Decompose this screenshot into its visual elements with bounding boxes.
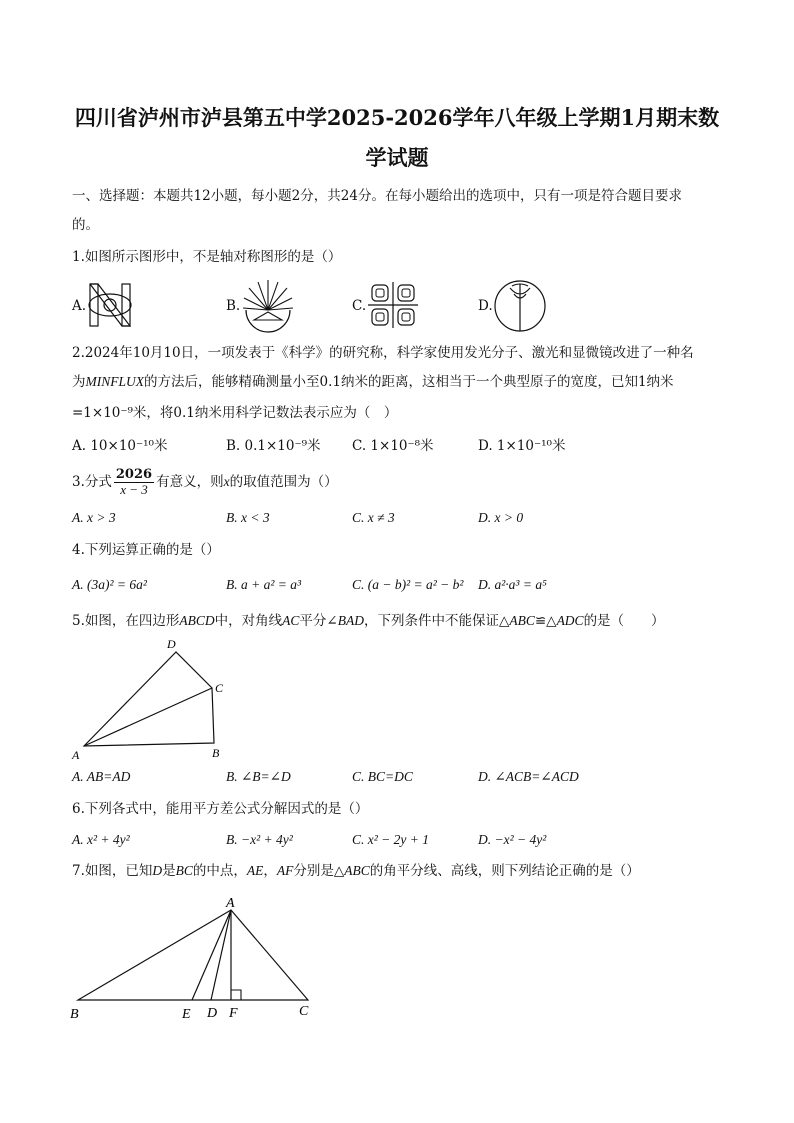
q2-stem-line2 (72, 372, 674, 392)
q2-option-d: D. 1×10⁻¹⁰米 (478, 438, 566, 454)
q3-var: x (223, 474, 230, 489)
q5-text: 中，对角线 (214, 613, 283, 629)
q5-stem (72, 611, 665, 631)
q1-figure-c (366, 280, 420, 330)
q4-option-b: B. a + a² = a³ (226, 577, 302, 592)
q7-label-c: C (299, 1004, 309, 1019)
q3-option-a: A. x > 3 (72, 510, 116, 525)
q5-option-a: A. AB=AD (72, 769, 131, 784)
q1-option-c: C. (352, 298, 367, 314)
q1-stem: 1.如图所示图形中，不是轴对称图形的是（） (72, 249, 342, 265)
q3-fraction (114, 468, 154, 497)
q6-option-d: D. −x² − 4y² (478, 832, 547, 847)
q1-figure-b (240, 276, 296, 334)
section-heading: 一、选择题：本题共12小题，每小题2分，共24分。在每小题给出的选项中，只有一项是符合题目要求 (72, 188, 682, 204)
q4-option-d: D. a²·a³ = a⁵ (478, 577, 547, 592)
q1-option-a: A. (72, 298, 87, 314)
q4-option-a: A. (3a)² = 6a² (72, 577, 147, 592)
q5-math: ABCD (179, 613, 215, 628)
q7-text: 7.如图，已知 (72, 863, 153, 879)
q5-text: 平分∠ (299, 613, 338, 629)
q6-option-b: B. −x² + 4y² (226, 832, 293, 847)
q5-option-c: C. BC=DC (352, 769, 413, 784)
q3-text-cont: 有意义，则 (156, 474, 224, 490)
q4-stem: 4.下列运算正确的是（） (72, 542, 220, 558)
q7-math: D (152, 863, 163, 878)
q7-text: ， (263, 863, 277, 879)
q7-math: BC (175, 863, 193, 878)
q4-option-c: C. (a − b)² = a² − b² (352, 577, 464, 592)
q3-text-end: 的取值范围为（） (229, 474, 338, 490)
q2-text: 为 (72, 374, 86, 390)
q1-option-d: D. (478, 298, 493, 314)
q7-text: 的中点， (192, 863, 247, 879)
q5-text: 5.如图，在四边形 (72, 613, 180, 629)
q7-math: ABC (344, 863, 370, 878)
q7-label-b: B (70, 1007, 79, 1022)
q1-figure-a (86, 280, 136, 330)
q2-option-b: B. 0.1×10⁻⁹米 (226, 438, 321, 454)
q5-math: ABC (509, 613, 535, 628)
q7-text: 是 (162, 863, 176, 879)
q7-label-f: F (229, 1006, 238, 1021)
q6-option-c: C. x² − 2y + 1 (352, 832, 430, 847)
q3-option-b: B. x < 3 (226, 510, 270, 525)
q5-label-b: B (212, 746, 220, 760)
q7-text: 分别是△ (293, 863, 345, 879)
q2-stem-line1: 2.2024年10月10日，一项发表于《科学》的研究称，科学家使用发光分子、激光和显微镜改进了一种名 (72, 345, 694, 361)
exam-title-line1: 四川省泸州市泸县第五中学2025-2026学年八年级上学期1月期末数 (74, 105, 720, 130)
q6-option-a: A. x² + 4y² (72, 832, 130, 847)
q7-triangle-figure (66, 890, 326, 1024)
q5-label-c: C (215, 681, 224, 695)
q3-option-d: D. x > 0 (478, 510, 524, 525)
q5-math: ADC (556, 613, 584, 628)
q1-option-b: B. (226, 298, 241, 314)
q3-denominator: x − 3 (120, 482, 148, 497)
q2-option-a: A. 10×10⁻¹⁰米 (72, 438, 168, 454)
q6-stem: 6.下列各式中，能用平方差公式分解因式的是（） (72, 801, 369, 817)
q1-figure-d (492, 278, 548, 334)
q5-text: 的是（ ） (583, 613, 665, 629)
q7-stem (72, 861, 640, 881)
q3-numerator: 2026 (115, 467, 153, 482)
q7-text: 的角平分线、高线，则下列结论正确的是（） (369, 863, 640, 879)
q7-math: AE (246, 863, 264, 878)
q2-minflux: MINFLUX (85, 374, 144, 389)
q5-math: AC (282, 613, 300, 628)
q3-option-c: C. x ≠ 3 (352, 510, 395, 525)
q5-text: ，下列条件中不能保证△ (363, 613, 510, 629)
q7-math: AF (276, 863, 294, 878)
q5-option-b: B. ∠B=∠D (226, 769, 291, 784)
q5-math: BAD (337, 613, 364, 628)
q7-label-a: A (226, 896, 235, 911)
q5-option-d: D. ∠ACB=∠ACD (478, 769, 579, 784)
q2-stem-line3: =1×10⁻⁹米，将0.1纳米用科学记数法表示应为（ ） (72, 405, 398, 421)
section-heading-cont: 的。 (72, 217, 99, 233)
q3-text: 3.分式 (72, 474, 112, 490)
q5-text: ≌△ (534, 613, 557, 629)
q5-label-d: D (167, 637, 176, 651)
q5-label-a: A (72, 748, 80, 762)
q2-text-cont: 的方法后，能够精确测量小至0.1纳米的距离，这相当于一个典型原子的宽度，已知1纳米 (144, 374, 674, 390)
q5-quadrilateral-figure (66, 634, 246, 764)
q3-stem (72, 468, 338, 497)
q7-label-e: E (182, 1007, 191, 1022)
q7-label-d: D (207, 1006, 218, 1021)
q2-option-c: C. 1×10⁻⁸米 (352, 438, 434, 454)
exam-title-line2: 学试题 (365, 145, 429, 170)
